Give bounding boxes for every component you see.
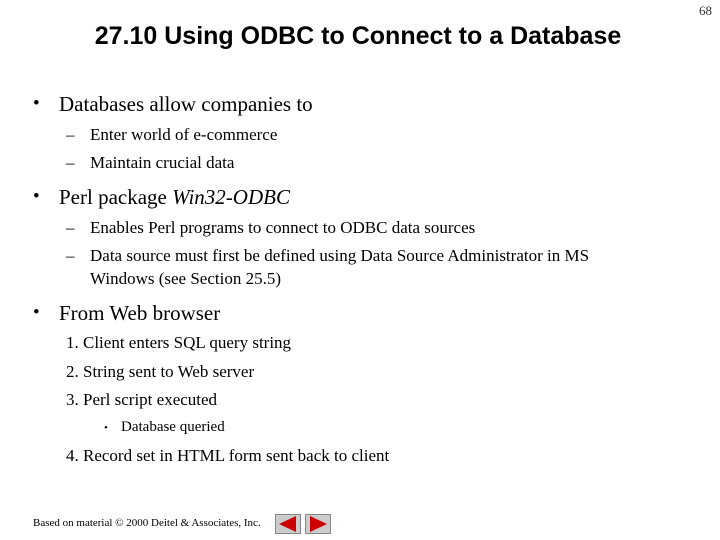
previous-slide-button[interactable] bbox=[275, 514, 301, 534]
bullet-web-browser: From Web browser bbox=[59, 301, 221, 325]
bullet-marker: • bbox=[33, 302, 40, 323]
package-name: Win32-ODBC bbox=[172, 185, 290, 209]
bullet-marker: • bbox=[33, 186, 40, 207]
right-triangle-icon bbox=[306, 515, 330, 533]
nested-item: • Database queried bbox=[104, 419, 225, 435]
step-item: 2. String sent to Web server bbox=[66, 362, 255, 381]
slide-title-text: 27.10 Using ODBC to Connect to a Database bbox=[94, 22, 622, 50]
sub-item: – Maintain crucial data bbox=[66, 153, 235, 172]
step-item: 4. Record set in HTML form sent back to client bbox=[66, 446, 390, 465]
next-slide-button[interactable] bbox=[305, 514, 331, 534]
sub-item: – Data source must first be defined using Data Source Administrator in MS bbox=[66, 246, 590, 265]
left-triangle-icon bbox=[276, 515, 300, 533]
step-item: 3. Perl script executed bbox=[66, 390, 218, 409]
footer: Based on material © 2000 Deitel & Associates, Inc. bbox=[33, 517, 261, 529]
sub-item: – Enables Perl programs to connect to ODBC data sources bbox=[66, 218, 476, 237]
bullet-databases: Databases allow companies to bbox=[59, 92, 313, 116]
step-item: 1. Client enters SQL query string bbox=[66, 333, 292, 352]
bullet-perl-package: Perl package Win32-ODBC bbox=[59, 185, 290, 209]
bullet-marker: • bbox=[33, 93, 40, 114]
sub-item: – Enter world of e-commerce bbox=[66, 125, 278, 144]
page-number: 68 bbox=[699, 3, 712, 18]
sub-item-continuation: Windows (see Section 25.5) bbox=[90, 269, 282, 288]
